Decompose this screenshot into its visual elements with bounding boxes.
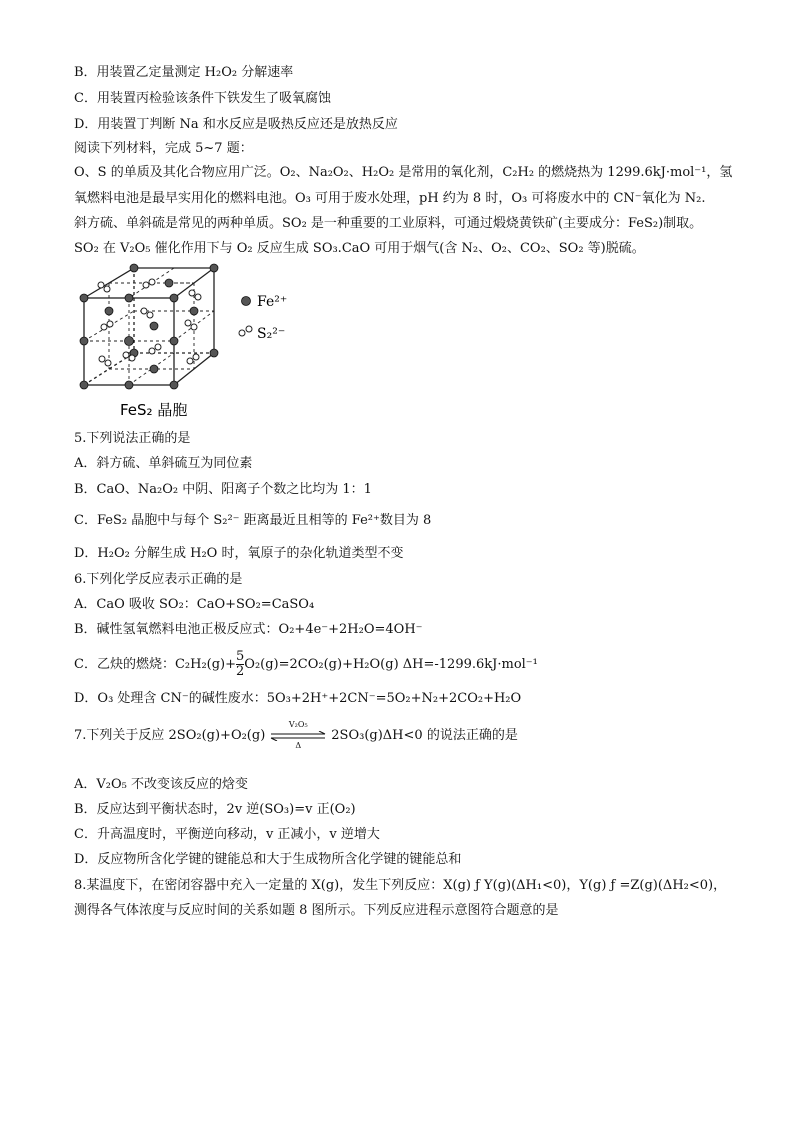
option-d-apparatus: D．用装置丁判断 Na 和水反应是吸热反应还是放热反应 xyxy=(74,117,398,132)
fraction xyxy=(236,650,244,679)
equilibrium-arrow xyxy=(269,722,327,750)
crystal-lattice-diagram xyxy=(74,263,314,423)
q6-option-d: D．O₃ 处理含 CN⁻的碱性废水：5O₃+2H⁺+2CN⁻=5O₂+N₂+2CO₂+H₂O xyxy=(74,691,522,706)
legend-fe-label: Fe²⁺ xyxy=(257,294,288,310)
q8-stem-line-1: 8.某温度下，在密闭容器中充入一定量的 X(g)，发生下列反应：X(g) ƒ Y(g)(ΔH₁<0)，Y(g) ƒ =Z(g)(ΔH₂<0)， xyxy=(74,878,727,893)
fraction-denominator: 2 xyxy=(236,664,245,679)
q5-option-d: D．H₂O₂ 分解生成 H₂O 时，氧原子的杂化轨道类型不变 xyxy=(74,546,404,561)
q7-option-a: A．V₂O₅ 不改变该反应的焓变 xyxy=(74,777,248,792)
q5-option-b: B．CaO、Na₂O₂ 中阴、阳离子个数之比均为 1：1 xyxy=(74,482,372,497)
heat-label: Δ xyxy=(295,741,302,750)
q5-option-c: C．FeS₂ 晶胞中与每个 S₂²⁻ 距离最近且相等的 Fe²⁺数目为 8 xyxy=(74,513,432,528)
q6c-suffix: O₂(g)=2CO₂(g)+H₂O(g) ΔH=-1299.6kJ·mol⁻¹ xyxy=(244,656,538,672)
q7-option-d: D．反应物所含化学键的键能总和大于生成物所含化学键的键能总和 xyxy=(74,852,462,867)
q7-prefix: 7.下列关于反应 2SO₂(g)+O₂(g) xyxy=(74,728,266,743)
q6c-prefix: C．乙炔的燃烧：C₂H₂(g)+ xyxy=(74,656,237,672)
s2-legend-marker xyxy=(239,326,252,336)
q6-stem: 6.下列化学反应表示正确的是 xyxy=(74,572,243,587)
q7-option-b: B．反应达到平衡状态时，2v 逆(SO₃)=v 正(O₂) xyxy=(74,802,356,817)
q7-stem xyxy=(74,722,518,750)
q5-option-a: A．斜方硫、单斜硫互为同位素 xyxy=(74,456,253,471)
option-c-apparatus: C．用装置丙检验该条件下铁发生了吸氧腐蚀 xyxy=(74,91,331,106)
option-b-apparatus: B．用装置乙定量测定 H₂O₂ 分解速率 xyxy=(74,65,294,80)
passage-line-1: O、S 的单质及其化合物应用广泛。O₂、Na₂O₂、H₂O₂ 是常用的氧化剂，C₂H₂ 的燃烧热为 1299.6kJ·mol⁻¹，氢 xyxy=(74,165,733,180)
fes2-unit-cell-figure xyxy=(74,263,314,423)
q7-suffix: 2SO₃(g)ΔH<0 的说法正确的是 xyxy=(331,728,518,743)
passage-line-4: SO₂ 在 V₂O₅ 催化作用下与 O₂ 反应生成 SO₃.CaO 可用于烟气(含 N₂、O₂、CO₂、SO₂ 等)脱硫。 xyxy=(74,241,645,256)
q7-option-c: C．升高温度时，平衡逆向移动，v 正减小，v 逆增大 xyxy=(74,827,380,842)
passage-line-3: 斜方硫、单斜硫是常见的两种单质。SO₂ 是一种重要的工业原料，可通过煅烧黄铁矿(主要成分：FeS₂)制取。 xyxy=(74,216,703,231)
fe-legend-marker xyxy=(242,297,251,306)
q6-option-b: B．碱性氢氧燃料电池正极反应式：O₂+4e⁻+2H₂O=4OH⁻ xyxy=(74,622,423,637)
figure-caption: FeS₂ 晶胞 xyxy=(120,401,188,419)
reversible-arrow-icon xyxy=(269,731,327,741)
q6-option-c xyxy=(74,650,538,679)
q8-stem-line-2: 测得各气体浓度与反应时间的关系如题 8 图所示。下列反应进程示意图符合题意的是 xyxy=(74,903,559,918)
passage-line-2: 氧燃料电池是最早实用化的燃料电池。O₃ 可用于废水处理，pH 约为 8 时，O₃ 可将废水中的 CN⁻氧化为 N₂. xyxy=(74,191,706,206)
q6-option-a: A．CaO 吸收 SO₂：CaO+SO₂=CaSO₄ xyxy=(74,597,315,612)
reading-instruction: 阅读下列材料，完成 5~7 题： xyxy=(74,141,253,156)
fraction-numerator: 5 xyxy=(236,649,245,664)
catalyst-label: V₂O₅ xyxy=(288,720,308,729)
q5-stem: 5.下列说法正确的是 xyxy=(74,431,191,446)
legend-s2-label: S₂²⁻ xyxy=(257,326,286,342)
